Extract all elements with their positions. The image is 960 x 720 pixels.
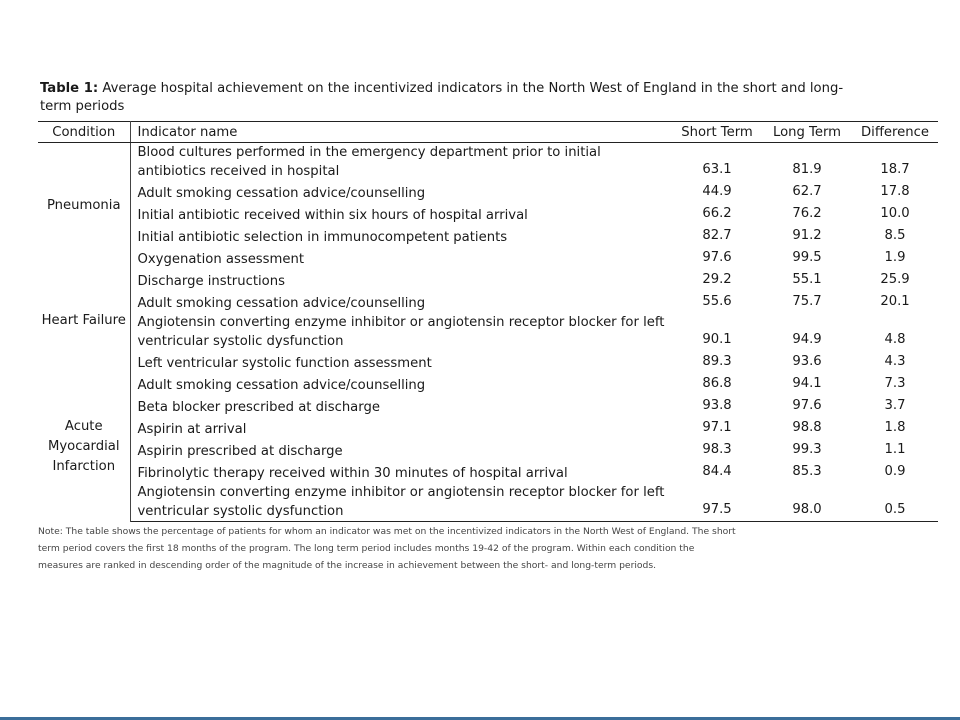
table-row bbox=[38, 247, 938, 269]
long-term-cell: 76.2 bbox=[792, 206, 822, 221]
difference-cell: 0.5 bbox=[852, 483, 938, 522]
difference-cell: 1.9 bbox=[884, 250, 906, 265]
short-term-cell: 84.4 bbox=[702, 464, 732, 479]
difference-cell: 3.7 bbox=[884, 398, 906, 413]
difference-cell: 1.1 bbox=[884, 442, 906, 457]
short-term-cell: 90.1 bbox=[702, 332, 732, 347]
difference-cell: 10.0 bbox=[880, 206, 910, 221]
long-term-cell: 62.7 bbox=[792, 184, 822, 199]
indicator-name-cell: Adult smoking cessation advice/counselling bbox=[137, 186, 426, 201]
table-body bbox=[38, 143, 938, 522]
header-difference: Difference bbox=[852, 122, 938, 143]
difference-cell: 17.8 bbox=[880, 184, 910, 199]
table-note: Note: The table shows the percentage of patients for whom an indicator was met on the incentivized indicators in the North West of England. The short term period covers the first 18 months of the program. The long term period includes months 19-42 of the program. Within each condition the measures are ranked in descending order of the magnitude of the increase in achievement between the short- and long-term periods. bbox=[38, 526, 736, 571]
table-row bbox=[38, 225, 938, 247]
long-term-cell: 91.2 bbox=[792, 228, 822, 243]
difference-cell: 20.1 bbox=[880, 294, 910, 309]
table-row bbox=[38, 291, 938, 313]
table-row bbox=[38, 373, 938, 395]
caption-label: Table 1: bbox=[40, 81, 99, 96]
header-indicator: Indicator name bbox=[130, 122, 672, 143]
indicator-name-cell: Discharge instructions bbox=[137, 274, 285, 289]
difference-cell: 25.9 bbox=[880, 272, 910, 287]
short-term-cell: 93.8 bbox=[702, 398, 732, 413]
header-short-term: Short Term bbox=[672, 122, 762, 143]
indicator-name-cell: Adult smoking cessation advice/counselling bbox=[137, 296, 426, 311]
long-term-cell: 94.9 bbox=[792, 332, 822, 347]
header-condition: Condition bbox=[38, 122, 130, 143]
short-term-cell: 63.1 bbox=[702, 162, 732, 177]
indicator-name-cell: Adult smoking cessation advice/counselling bbox=[137, 378, 426, 393]
table-row bbox=[38, 417, 938, 439]
short-term-cell: 86.8 bbox=[702, 376, 732, 391]
indicator-name-cell: Aspirin prescribed at discharge bbox=[137, 444, 343, 459]
indicator-name-cell: Left ventricular systolic function assessment bbox=[137, 356, 432, 371]
table-row bbox=[38, 143, 938, 182]
indicator-name-cell: Angiotensin converting enzyme inhibitor or angiotensin receptor blocker for left ventricular systolic dysfunction bbox=[137, 315, 665, 349]
short-term-cell: 89.3 bbox=[702, 354, 732, 369]
table-header-row bbox=[38, 122, 938, 143]
difference-cell: 0.9 bbox=[884, 464, 906, 479]
short-term-cell: 44.9 bbox=[702, 184, 732, 199]
table-row bbox=[38, 181, 938, 203]
long-term-cell: 98.0 bbox=[762, 483, 852, 522]
short-term-cell: 66.2 bbox=[702, 206, 732, 221]
difference-cell: 7.3 bbox=[884, 376, 906, 391]
indicator-name-cell: Initial antibiotic selection in immunocompetent patients bbox=[137, 230, 508, 245]
long-term-cell: 93.6 bbox=[792, 354, 822, 369]
condition-cell: Pneumonia bbox=[38, 143, 130, 270]
table-row bbox=[38, 483, 938, 522]
difference-cell: 4.8 bbox=[884, 332, 906, 347]
indicator-name-cell: Blood cultures performed in the emergency department prior to initial antibiotics received in hospital bbox=[137, 145, 601, 179]
table-row bbox=[38, 269, 938, 291]
table-caption bbox=[38, 80, 870, 116]
header-long-term: Long Term bbox=[762, 122, 852, 143]
table-row bbox=[38, 351, 938, 373]
indicator-name-cell: Fibrinolytic therapy received within 30 minutes of hospital arrival bbox=[137, 466, 568, 481]
indicator-name-cell: Beta blocker prescribed at discharge bbox=[137, 400, 380, 415]
condition-cell: Acute Myocardial Infarction bbox=[38, 373, 130, 522]
indicator-name-cell: Angiotensin converting enzyme inhibitor or angiotensin receptor blocker for left ventricular systolic dysfunction bbox=[130, 483, 672, 522]
short-term-cell: 97.6 bbox=[702, 250, 732, 265]
table-row bbox=[38, 313, 938, 351]
caption-text: Average hospital achievement on the incentivized indicators in the North West of England in the short and long-term periods bbox=[40, 81, 844, 114]
indicator-name-cell: Aspirin at arrival bbox=[137, 422, 247, 437]
difference-cell: 4.3 bbox=[884, 354, 906, 369]
document bbox=[38, 80, 938, 574]
long-term-cell: 55.1 bbox=[792, 272, 822, 287]
table-row bbox=[38, 203, 938, 225]
long-term-cell: 85.3 bbox=[792, 464, 822, 479]
short-term-cell: 55.6 bbox=[702, 294, 732, 309]
short-term-cell: 82.7 bbox=[702, 228, 732, 243]
short-term-cell: 97.1 bbox=[702, 420, 732, 435]
difference-cell: 18.7 bbox=[880, 162, 910, 177]
table-row bbox=[38, 439, 938, 461]
long-term-cell: 75.7 bbox=[792, 294, 822, 309]
indicator-name-cell: Oxygenation assessment bbox=[137, 252, 305, 267]
long-term-cell: 94.1 bbox=[792, 376, 822, 391]
long-term-cell: 81.9 bbox=[792, 162, 822, 177]
long-term-cell: 97.6 bbox=[792, 398, 822, 413]
short-term-cell: 98.3 bbox=[702, 442, 732, 457]
table-row bbox=[38, 461, 938, 483]
long-term-cell: 99.3 bbox=[792, 442, 822, 457]
long-term-cell: 99.5 bbox=[792, 250, 822, 265]
indicator-name-cell: Initial antibiotic received within six hours of hospital arrival bbox=[137, 208, 528, 223]
difference-cell: 8.5 bbox=[884, 228, 906, 243]
achievement-table bbox=[38, 121, 938, 522]
short-term-cell: 29.2 bbox=[702, 272, 732, 287]
long-term-cell: 98.8 bbox=[792, 420, 822, 435]
short-term-cell: 97.5 bbox=[672, 483, 762, 522]
table-row bbox=[38, 395, 938, 417]
condition-cell: Heart Failure bbox=[38, 269, 130, 373]
difference-cell: 1.8 bbox=[884, 420, 906, 435]
